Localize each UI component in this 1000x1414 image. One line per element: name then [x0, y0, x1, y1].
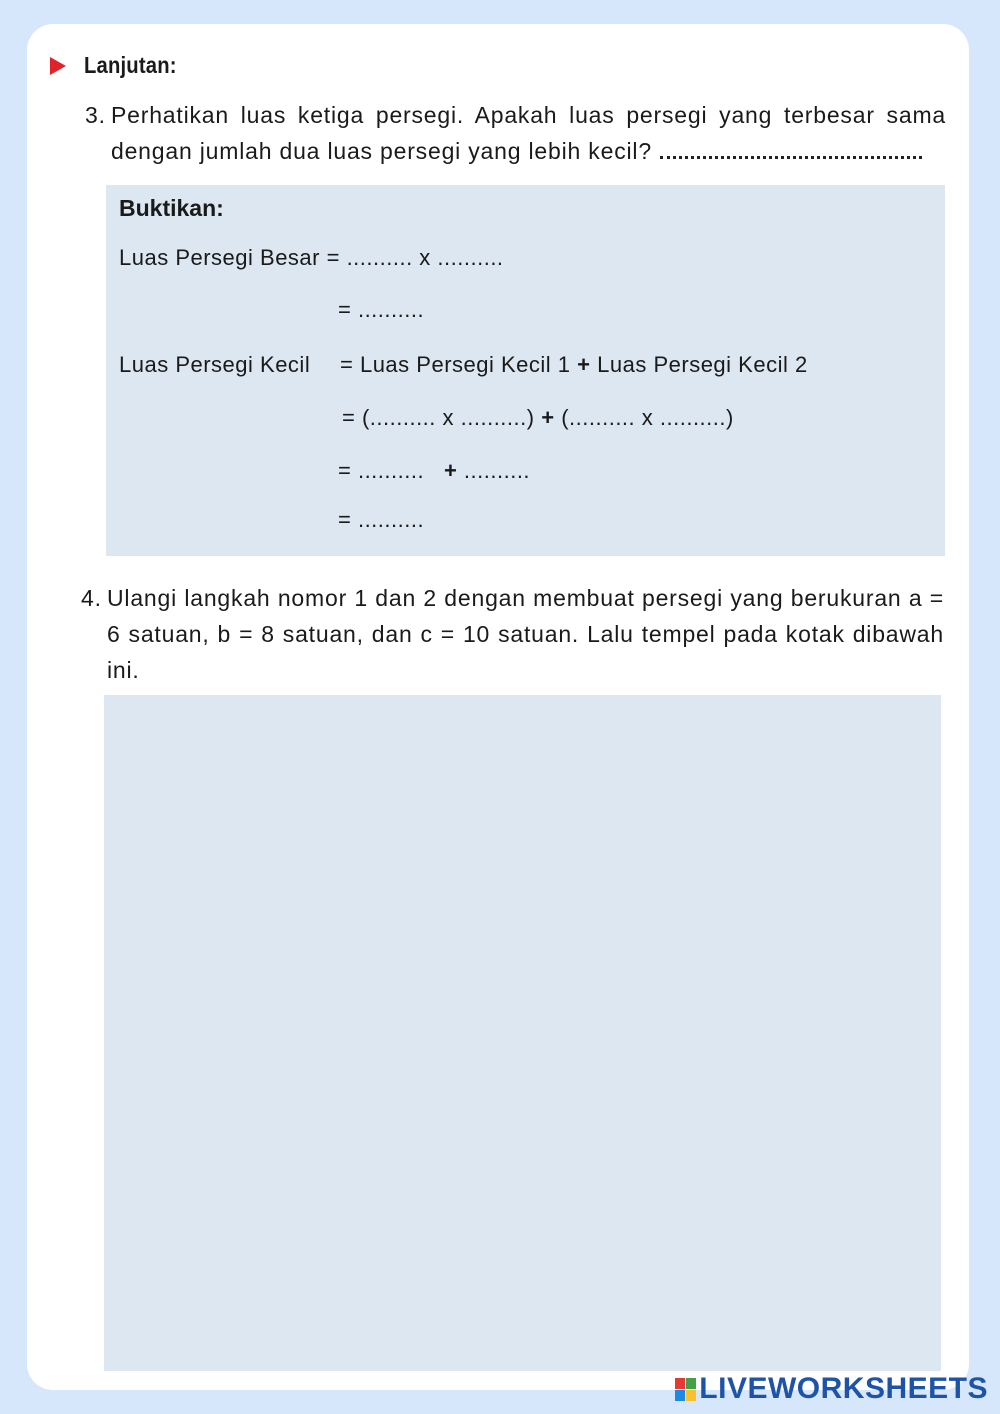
question-text: Ulangi langkah nomor 1 dan 2 dengan membuat persegi yang berukuran a = 6 satuan, b = 8 satuan, dan c = 10 satuan. Lalu tempel pada kotak dibawah ini.: [107, 585, 944, 683]
small-square-sum-line: [338, 458, 530, 484]
answer-blank[interactable]: [660, 136, 922, 159]
brand-name: LIVEWORKSHEETS: [699, 1372, 988, 1405]
proof-title: Buktikan:: [119, 195, 224, 221]
small-square-result-line: = ..........: [338, 507, 425, 532]
small-square-formula: [340, 352, 808, 378]
product-1: = (.......... x ..........): [342, 405, 535, 430]
paste-area-box[interactable]: [104, 695, 941, 1371]
plus-sign: +: [541, 405, 555, 430]
proof-box: [106, 185, 945, 556]
section-title: Lanjutan:: [84, 52, 177, 78]
sum-part-2: ..........: [463, 458, 531, 483]
big-square-area-line: Luas Persegi Besar = .......... x ..........: [119, 245, 504, 270]
section-header: [50, 52, 189, 79]
question-number: 4.: [81, 585, 102, 611]
product-2: (.......... x ..........): [561, 405, 734, 430]
plus-sign: +: [443, 458, 458, 483]
big-square-result-line: = ..........: [338, 297, 425, 322]
small-square-part-1: = Luas Persegi Kecil 1: [340, 352, 571, 377]
question-number: 3.: [85, 102, 106, 128]
question-text: Perhatikan luas ketiga persegi. Apakah luas persegi yang terbesar sama dengan jumlah dua luas persegi yang lebih kecil?: [111, 102, 946, 164]
logo-grid-icon: [675, 1378, 696, 1401]
logo-cell: [686, 1378, 696, 1389]
logo-cell: [686, 1390, 696, 1401]
logo-cell: [675, 1378, 685, 1389]
small-square-product-line: [342, 405, 734, 431]
plus-sign: +: [577, 352, 591, 377]
liveworksheets-logo: [675, 1372, 988, 1406]
logo-cell: [675, 1390, 685, 1401]
play-triangle-icon: [50, 57, 66, 75]
sum-part-1: = ..........: [338, 458, 425, 483]
small-square-area-label: Luas Persegi Kecil: [119, 352, 311, 377]
question-3: [85, 97, 946, 169]
small-square-part-2: Luas Persegi Kecil 2: [597, 352, 808, 377]
question-4: [81, 580, 944, 688]
